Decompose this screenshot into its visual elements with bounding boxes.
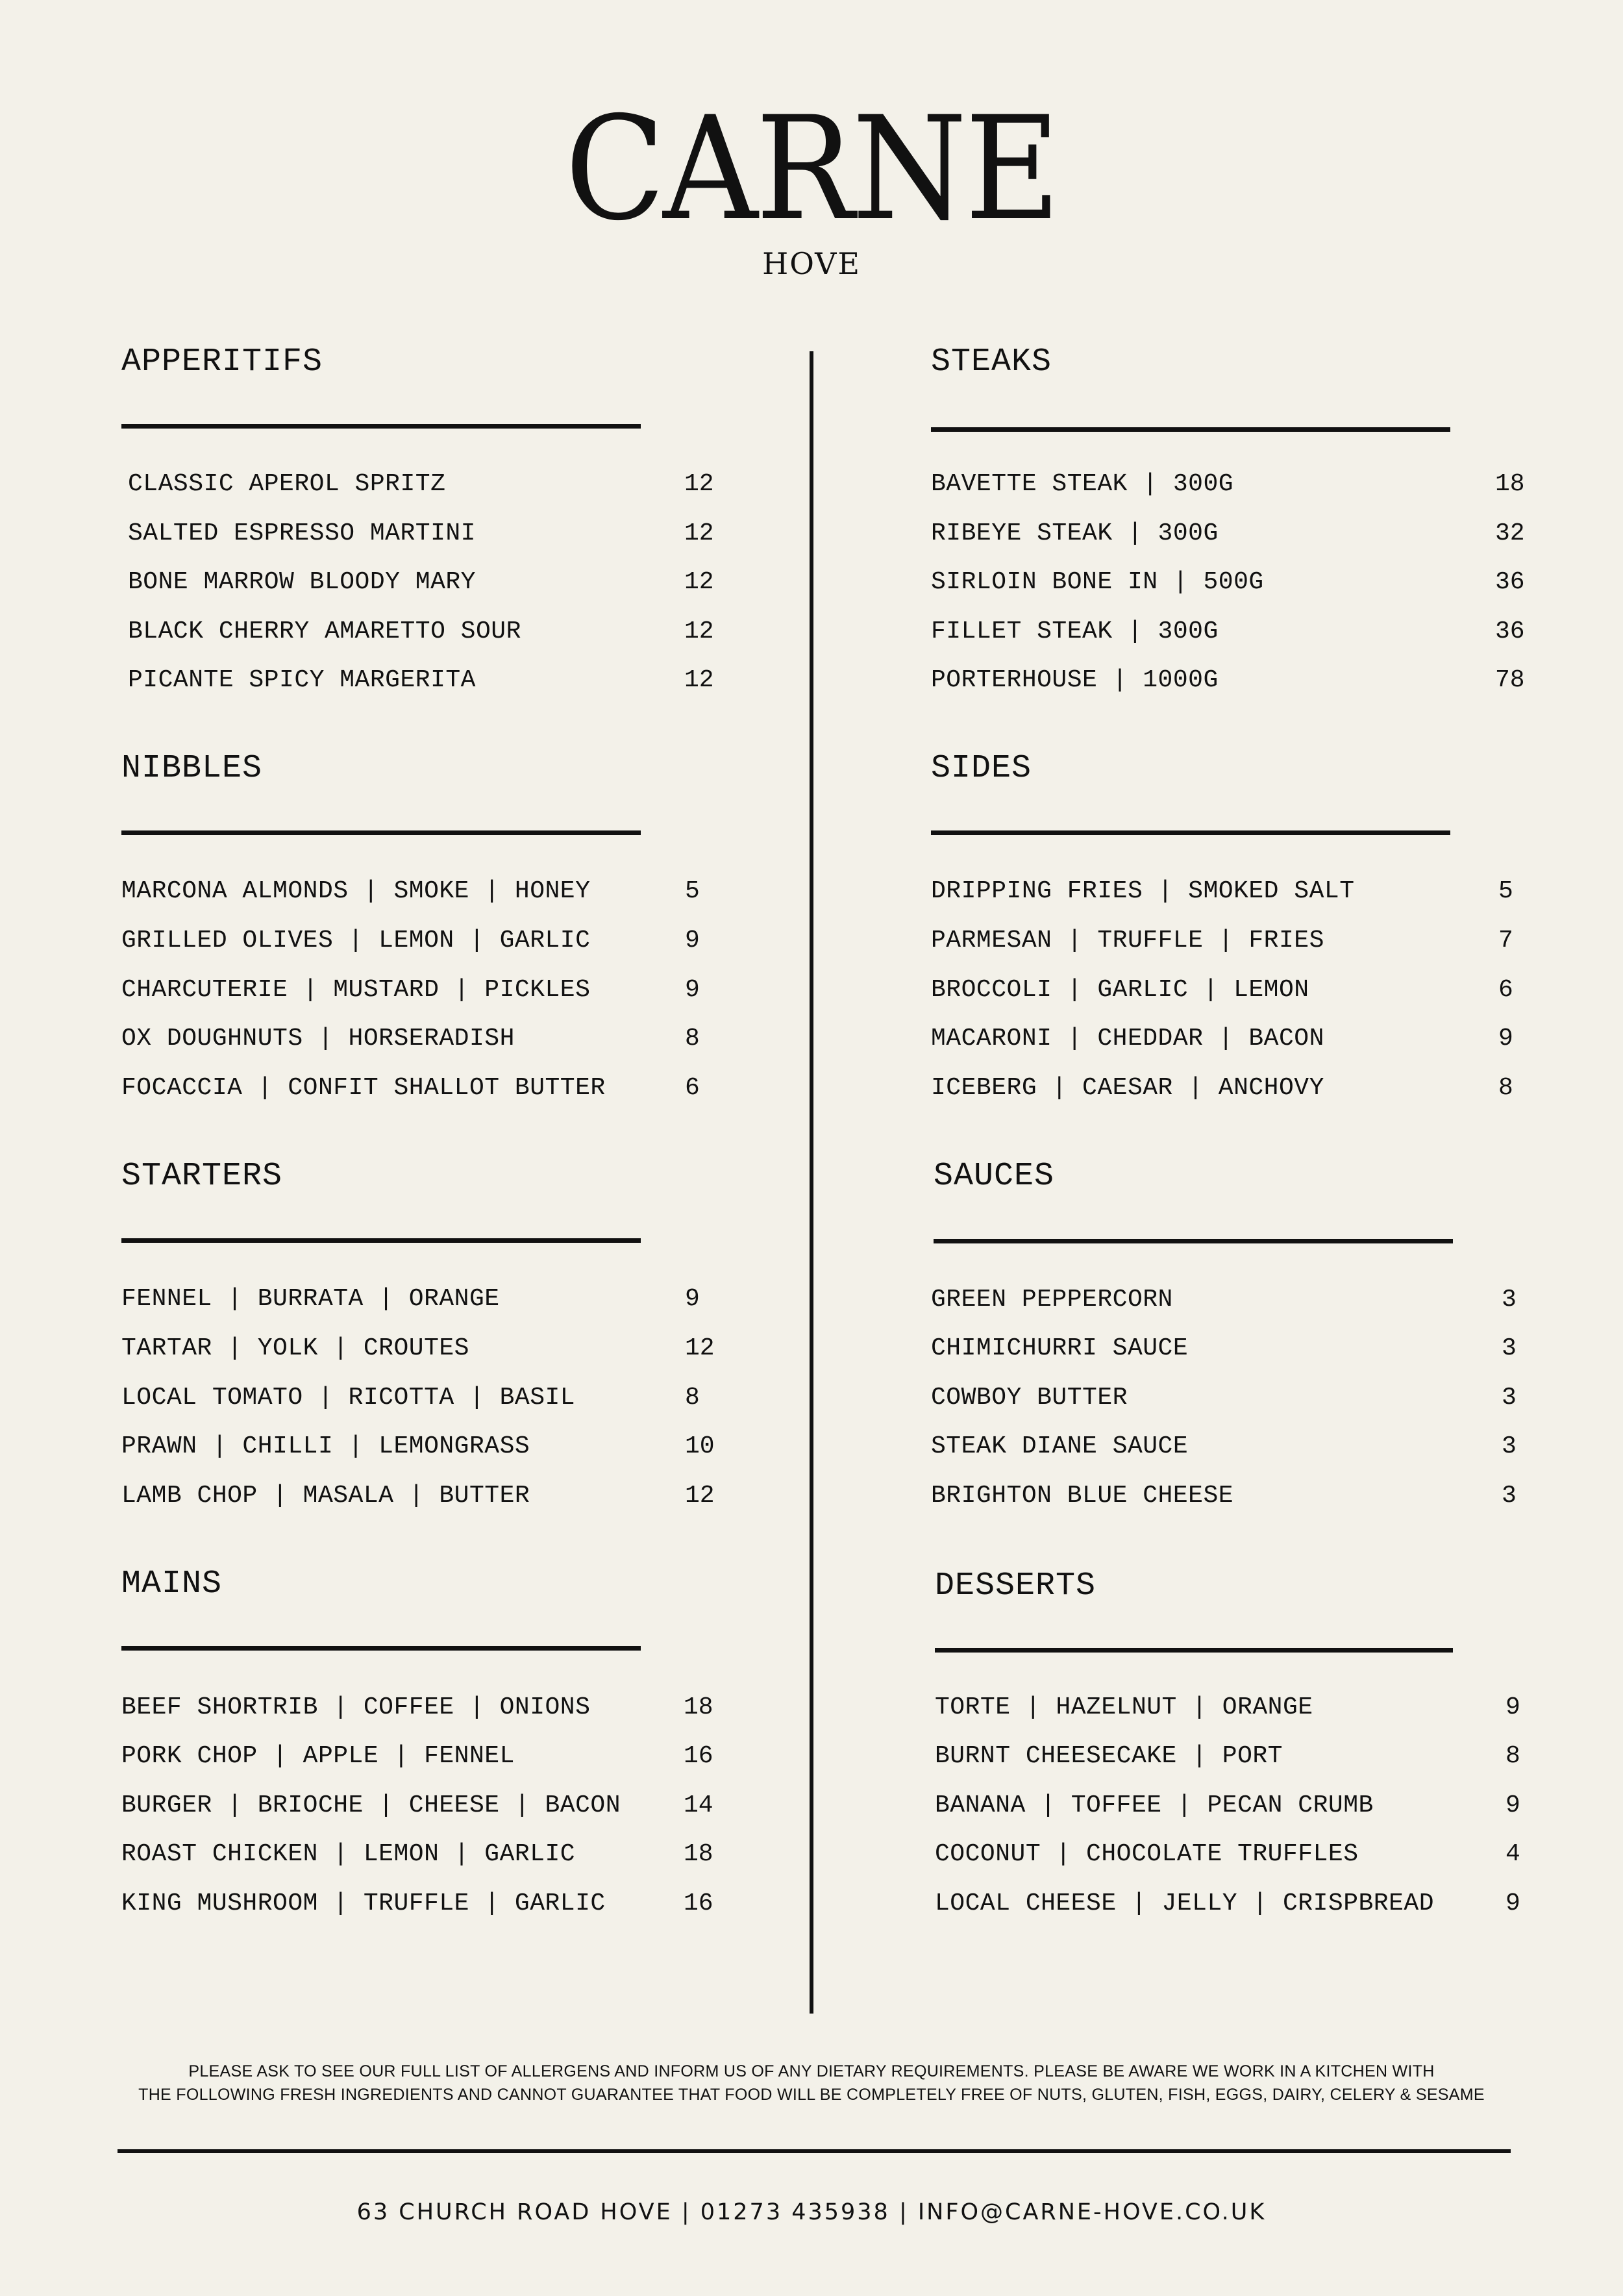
- menu-item-price: 4: [1505, 1840, 1520, 1868]
- section-rule: [121, 1646, 641, 1651]
- menu-section-desserts: [935, 1567, 1584, 1917]
- menu-item-name: KING MUSHROOM | TRUFFLE | GARLIC: [121, 1890, 606, 1917]
- menu-item-name: ICEBERG | CAESAR | ANCHOVY: [931, 1074, 1324, 1102]
- column-divider: [810, 351, 813, 2014]
- menu-item-name: BRIGHTON BLUE CHEESE: [931, 1482, 1234, 1510]
- menu-item-price: 9: [1505, 1890, 1520, 1917]
- menu-item-price: 12: [684, 618, 714, 645]
- menu-item-name: DRIPPING FRIES | SMOKED SALT: [931, 877, 1355, 905]
- menu-item-price: 12: [684, 470, 714, 498]
- menu-item-name: TORTE | HAZELNUT | ORANGE: [935, 1693, 1313, 1721]
- menu-item-name: GRILLED OLIVES | LEMON | GARLIC: [121, 927, 591, 955]
- menu-item-price: 9: [1498, 1025, 1513, 1053]
- menu-item-price: 78: [1495, 666, 1525, 694]
- menu-item-name: FOCACCIA | CONFIT SHALLOT BUTTER: [121, 1074, 606, 1102]
- menu-item-price: 18: [1495, 470, 1525, 498]
- menu-item-price: 7: [1498, 927, 1513, 955]
- menu-item-price: 8: [685, 1384, 700, 1412]
- menu-item-name: ROAST CHICKEN | LEMON | GARLIC: [121, 1840, 576, 1868]
- menu-item-price: 14: [684, 1791, 713, 1819]
- menu-item-name: STEAK DIANE SAUCE: [931, 1432, 1189, 1460]
- section-rule: [931, 427, 1450, 432]
- menu-item-name: BROCCOLI | GARLIC | LEMON: [931, 976, 1309, 1004]
- menu-item-name: BEEF SHORTRIB | COFFEE | ONIONS: [121, 1693, 591, 1721]
- menu-item-name: CHARCUTERIE | MUSTARD | PICKLES: [121, 976, 591, 1004]
- menu-item-name: BONE MARROW BLOODY MARY: [128, 568, 476, 596]
- section-title: APPERITIFS: [121, 343, 323, 381]
- menu-item-name: GREEN PEPPERCORN: [931, 1286, 1173, 1314]
- menu-item-price: 9: [1505, 1693, 1520, 1721]
- section-rule: [931, 830, 1450, 835]
- menu-item-price: 16: [684, 1890, 713, 1917]
- menu-item-name: CLASSIC APEROL SPRITZ: [128, 470, 446, 498]
- menu-item-price: 8: [685, 1025, 700, 1053]
- menu-item-price: 9: [685, 1285, 700, 1313]
- menu-item-price: 3: [1502, 1334, 1517, 1362]
- menu-item-name: FENNEL | BURRATA | ORANGE: [121, 1285, 500, 1313]
- allergen-notice-line: PLEASE ASK TO SEE OUR FULL LIST OF ALLERGENS AND INFORM US OF ANY DIETARY REQUIREMENTS. PLEASE BE AWARE WE WORK IN A KITCHEN WITH: [188, 2062, 1435, 2080]
- menu-item-price: 8: [1505, 1742, 1520, 1770]
- menu-item-price: 12: [685, 1482, 715, 1510]
- menu-item-name: SALTED ESPRESSO MARTINI: [128, 519, 476, 547]
- menu-item-price: 9: [1505, 1791, 1520, 1819]
- section-title: NIBBLES: [121, 750, 263, 787]
- menu-item-price: 12: [684, 519, 714, 547]
- menu-section-nibbles: [121, 750, 771, 1102]
- menu-section-sauces: [931, 1158, 1583, 1510]
- section-rule: [121, 830, 641, 835]
- section-rule: [935, 1648, 1453, 1653]
- contact-info: 63 CHURCH ROAD HOVE | 01273 435938 | INFO@CARNE-HOVE.CO.UK: [356, 2199, 1267, 2225]
- menu-item-name: BURNT CHEESECAKE | PORT: [935, 1742, 1283, 1770]
- menu-item-price: 12: [685, 1334, 715, 1362]
- menu-item-name: LOCAL CHEESE | JELLY | CRISPBREAD: [935, 1890, 1435, 1917]
- section-rule: [121, 1238, 641, 1243]
- menu-item-name: BAVETTE STEAK | 300G: [931, 470, 1234, 498]
- footer-rule: [118, 2149, 1511, 2153]
- menu-item-price: 32: [1495, 519, 1525, 547]
- section-rule: [934, 1239, 1453, 1243]
- menu-item-name: RIBEYE STEAK | 300G: [931, 519, 1219, 547]
- menu-item-price: 9: [685, 976, 700, 1004]
- menu-item-price: 12: [684, 666, 714, 694]
- section-title: SAUCES: [934, 1158, 1055, 1195]
- menu-item-name: LOCAL TOMATO | RICOTTA | BASIL: [121, 1384, 576, 1412]
- menu-item-price: 3: [1502, 1286, 1517, 1314]
- menu-item-name: COWBOY BUTTER: [931, 1384, 1128, 1412]
- menu-section-apperitifs: [121, 343, 771, 694]
- menu-item-name: PARMESAN | TRUFFLE | FRIES: [931, 927, 1324, 955]
- menu-item-price: 10: [685, 1432, 715, 1460]
- section-title: STEAKS: [931, 343, 1052, 381]
- menu-item-price: 5: [685, 877, 700, 905]
- allergen-notice-line: THE FOLLOWING FRESH INGREDIENTS AND CANNOT GUARANTEE THAT FOOD WILL BE COMPLETELY FREE OF NUTS, GLUTEN, FISH, EGGS, DAIRY, CELERY & SESAME: [138, 2086, 1485, 2104]
- section-title: SIDES: [931, 750, 1032, 787]
- menu-item-name: PORTERHOUSE | 1000G: [931, 666, 1219, 694]
- menu-item-name: BLACK CHERRY AMARETTO SOUR: [128, 618, 521, 645]
- menu-item-name: COCONUT | CHOCOLATE TRUFFLES: [935, 1840, 1359, 1868]
- restaurant-location: HOVE: [762, 246, 861, 281]
- section-title: DESSERTS: [935, 1567, 1096, 1604]
- section-title: MAINS: [121, 1566, 223, 1603]
- menu-item-price: 18: [684, 1693, 713, 1721]
- menu-item-name: LAMB CHOP | MASALA | BUTTER: [121, 1482, 530, 1510]
- menu-item-name: MARCONA ALMONDS | SMOKE | HONEY: [121, 877, 591, 905]
- menu-item-name: BANANA | TOFFEE | PECAN CRUMB: [935, 1791, 1374, 1819]
- menu-item-price: 3: [1502, 1482, 1517, 1510]
- menu-item-name: OX DOUGHNUTS | HORSERADISH: [121, 1025, 515, 1053]
- menu-item-price: 6: [685, 1074, 700, 1102]
- menu-item-name: CHIMICHURRI SAUCE: [931, 1334, 1189, 1362]
- section-rule: [121, 424, 641, 429]
- menu-item-price: 18: [684, 1840, 713, 1868]
- menu-section-sides: [931, 750, 1580, 1102]
- menu-item-name: PORK CHOP | APPLE | FENNEL: [121, 1742, 515, 1770]
- menu-item-name: PICANTE SPICY MARGERITA: [128, 666, 476, 694]
- menu-item-name: FILLET STEAK | 300G: [931, 618, 1219, 645]
- menu-item-price: 3: [1502, 1384, 1517, 1412]
- section-title: STARTERS: [121, 1158, 283, 1195]
- restaurant-name: CARNE: [565, 86, 1058, 252]
- menu-item-price: 9: [685, 927, 700, 955]
- allergen-notice: [0, 2060, 1623, 2106]
- menu-item-name: TARTAR | YOLK | CROUTES: [121, 1334, 469, 1362]
- menu-item-name: BURGER | BRIOCHE | CHEESE | BACON: [121, 1791, 621, 1819]
- menu-item-name: PRAWN | CHILLI | LEMONGRASS: [121, 1432, 530, 1460]
- menu-item-price: 5: [1498, 877, 1513, 905]
- menu-item-name: SIRLOIN BONE IN | 500G: [931, 568, 1264, 596]
- menu-section-starters: [121, 1158, 771, 1510]
- menu-item-price: 36: [1495, 618, 1525, 645]
- menu-section-steaks: [931, 343, 1580, 694]
- menu-item-price: 12: [684, 568, 714, 596]
- menu-item-name: MACARONI | CHEDDAR | BACON: [931, 1025, 1324, 1053]
- menu-item-price: 16: [684, 1742, 713, 1770]
- menu-item-price: 8: [1498, 1074, 1513, 1102]
- menu-item-price: 36: [1495, 568, 1525, 596]
- menu-section-mains: [121, 1566, 771, 1917]
- menu-item-price: 6: [1498, 976, 1513, 1004]
- menu-item-price: 3: [1502, 1432, 1517, 1460]
